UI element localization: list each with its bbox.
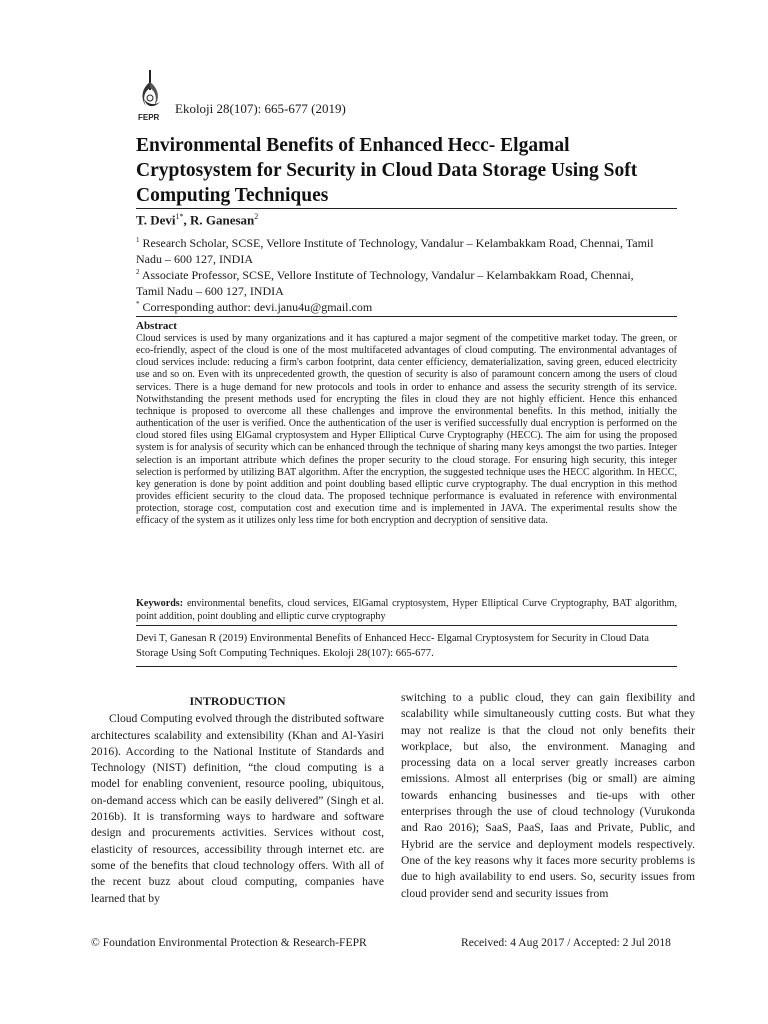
author-name: T. Devi (136, 212, 176, 228)
corresponding-author (136, 296, 656, 315)
abstract-rule (136, 625, 677, 626)
right-column (401, 690, 695, 902)
author-separator: , (183, 212, 190, 228)
author-list (136, 212, 258, 228)
author-affil-mark: 1* (175, 212, 184, 221)
author-name: R. Ganesan (189, 212, 255, 228)
keywords (136, 598, 677, 623)
affiliation-mark: 1 (136, 236, 140, 244)
fepr-logo (136, 68, 170, 128)
journal-reference: Ekoloji 28(107): 665-677 (2019) (175, 101, 346, 116)
abstract-body: Cloud services is used by many organizations and it has captured a major segment of the competitive market today. The green, or eco-friendly, aspect of the cloud is one of the most multifaceted advantages of cloud computing. The environmental advantages of cloud services include: reducing a firm's carbon footprint, data center efficiency, dematerialization, saving green, educed electricity use and so on. Even with its unprecedented growth, the question of security is also of paramount concern among the users of cloud services. There is a huge demand for new protocols and tools in order to enhance and assess the security strength of its service. Notwithstanding the present methods used for encrypting the files in cloud they are not highly efficient. Hence this enhanced technique is proposed to overcome all these challenges and improve the environmental benefits. In this method, initially the authentication of the user is verified. Once the authentication of the user is verified successfully dual encryption is performed on the cloud stored files using ElGamal cryptosystem and Hyper Elliptical Curve Cryptography (HECC). The aim for using the proposed system is for analysis of security which can be enhanced through the technique of sharing many keys amongst the two parties. Integer selection is an important attribute which defines the proper security to the cloud storage. For ensuring high security, this integer selection is performed by utilizing BAT algorithm. After the encryption, the suggested technique uses the HECC algorithm. In HECC, key generation is done by point addition and point doubling based elliptic curve cryptography. The dual encryption in this method provides efficient security to the cloud data. The proposed technique performance is evaluated in reference with environmental protection, storage cost, computation cost and execution time and is implemented in JAVA. The experimental results show the efficacy of the system as it utilizes only less time for both encryption and decryption of sensitive data. (136, 333, 677, 527)
abstract-heading: Abstract (136, 320, 177, 332)
affiliation-mark: * (136, 300, 140, 308)
keywords-label: Keywords: (136, 598, 184, 609)
paper-title: Environmental Benefits of Enhanced Hecc- Elgamal Cryptosystem for Security in Cloud Data Storage Using Soft Computing Techniques (136, 135, 638, 206)
affiliation (136, 232, 656, 267)
logo-label: FEPR (138, 113, 160, 122)
affiliation-rule (136, 316, 677, 317)
affiliation-mark: 2 (136, 268, 140, 276)
corresponding-author-text: Corresponding author: devi.janu4u@gmail.com (142, 300, 373, 314)
section-heading: INTRODUCTION (189, 694, 286, 708)
body-paragraph: Cloud Computing evolved through the distributed software architectures scalability and extensibility (Khan and Al-Yasiri 2016). According to the National Institute of Standards and Technology (NIST) definition, “the cloud computing is a model for enabling convenient, resource pooling, ubiquitous, on-demand access which can be easily delivered” (Singh et al. 2016b). It is transforming ways to hardware and software design and procurements activities. Services without cost, elasticity of resources, accessibility through internet etc. are some of the benefits that cloud technology offers. With all of the recent buzz about cloud computing, companies have learned that by (91, 712, 384, 905)
keywords-text: environmental benefits, cloud services, ElGamal cryptosystem, Hyper Elliptical Curve Cryptography, BAT algorithm, point addition, point doubling and elliptic curve cryptography (136, 598, 677, 622)
footer-copyright: © Foundation Environmental Protection & Research-FEPR (91, 936, 367, 949)
affiliation (136, 264, 656, 299)
affiliation-text: Associate Professor, SCSE, Vellore Institute of Technology, Vandalur – Kelambakkam Road, Chennai, Tamil Nadu – 600 127, INDIA (136, 268, 634, 298)
body-paragraph: switching to a public cloud, they can gain flexibility and scalability while simultaneously cutting costs. But what they may not realize is that the cloud not only benefits their workplace, but also, the environment. Managing and processing data on a local server greatly increases carbon emissions. Almost all enterprises (big or small) are aiming towards enhancing businesses and tie-ups with other enterprises through the use of cloud technology (Vurukonda and Rao 2016); SaaS, PaaS, Iaas and Private, Public, and Hybrid are the service and deployment models respectively. One of the key reasons why it faces more security problems is due to high availability to end users. So, security issues from cloud provider send and security issues from (401, 691, 695, 900)
citation-rule (136, 666, 677, 667)
citation: Devi T, Ganesan R (2019) Environmental Benefits of Enhanced Hecc- Elgamal Cryptosystem for Security in Cloud Data Storage Using Soft Computing Techniques. Ekoloji 28(107): 665-677. (136, 633, 649, 659)
author-affil-mark: 2 (254, 212, 259, 221)
title-rule (136, 208, 677, 209)
affiliation-text: Research Scholar, SCSE, Vellore Institute of Technology, Vandalur – Kelambakkam Road, Chennai, Tamil Nadu – 600 127, INDIA (136, 236, 654, 266)
left-column (91, 690, 384, 907)
footer-dates: Received: 4 Aug 2017 / Accepted: 2 Jul 2018 (461, 936, 671, 949)
